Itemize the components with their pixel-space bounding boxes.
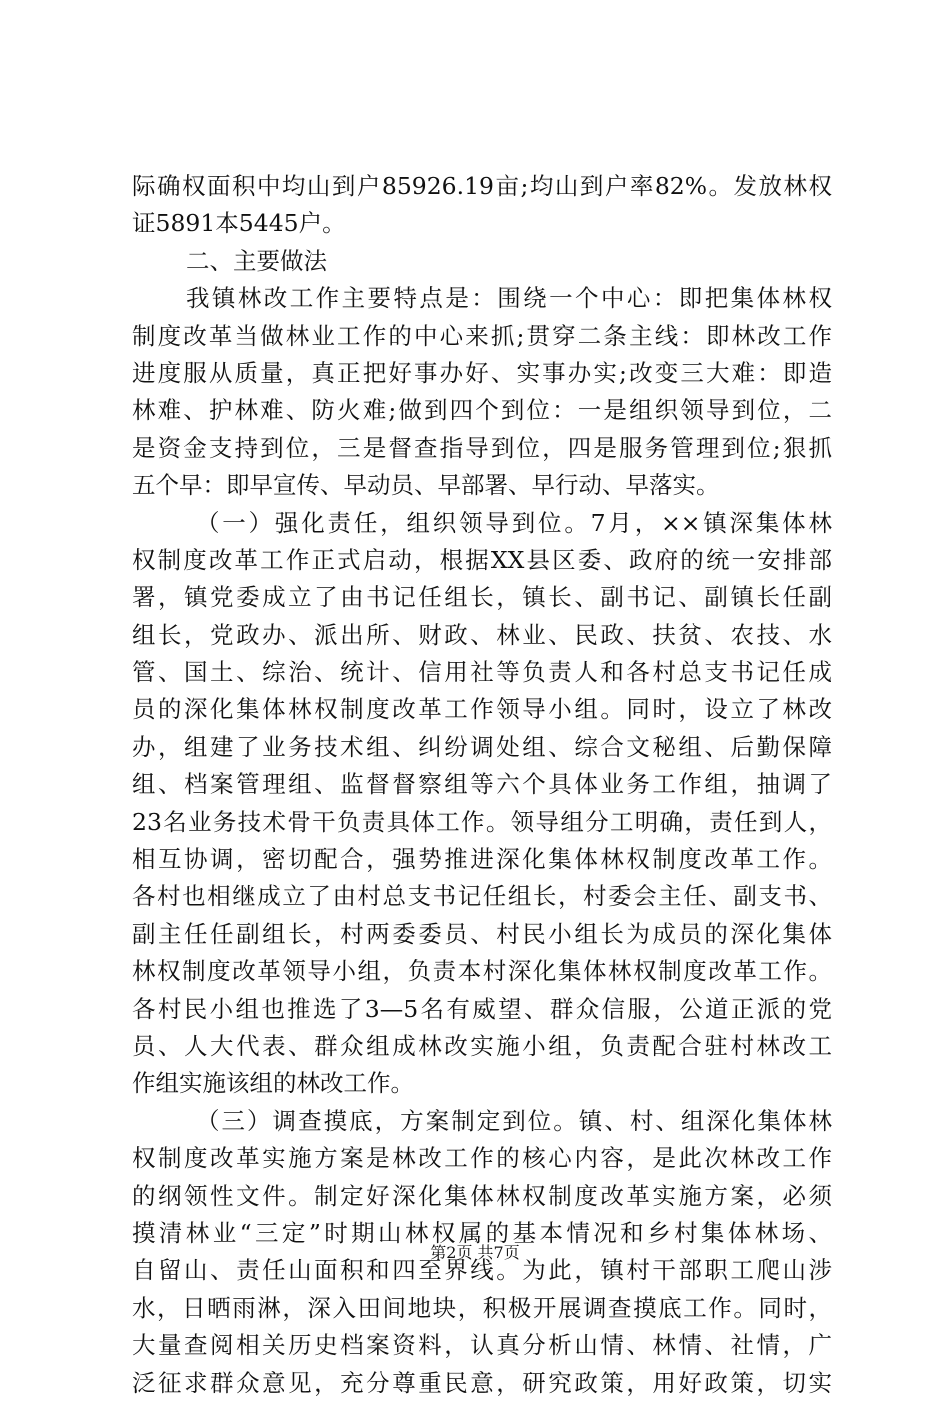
text-line: 际确权面积中均山到户85926.19亩;均山到户率82%。发放林权 — [132, 172, 832, 200]
text-line: 大量查阅相关历史档案资料，认真分析山情、林情、社情，广 — [132, 1331, 832, 1360]
page-number-footer: 第2页 共7页 — [430, 1243, 520, 1262]
text-line: 权制度改革实施方案是林改工作的核心内容，是此次林改工作 — [132, 1144, 832, 1173]
text-line: 泛征求群众意见，充分尊重民意，研究政策，用好政策，切实 — [132, 1368, 832, 1397]
section-heading: 二、主要做法 — [186, 246, 327, 275]
text-line: 各村民小组也推选了3—5名有威望、群众信服，公道正派的党 — [132, 994, 832, 1023]
subsection-heading-line: （一）强化责任，组织领导到位。7月，××镇深集体林 — [196, 508, 832, 537]
text-line: 摸清林业“三定”时期山林权属的基本情况和乡村集体林场、 — [132, 1218, 832, 1247]
text-line: 副主任任副组长，村两委委员、村民小组长为成员的深化集体 — [132, 919, 832, 948]
text-line: 管、国土、综治、统计、信用社等负责人和各村总支书记任成 — [132, 658, 832, 687]
subsection-heading-line: （三）调查摸底，方案制定到位。镇、村、组深化集体林 — [196, 1106, 832, 1135]
text-line: 组、档案管理组、监督督察组等六个具体业务工作组，抽调了 — [132, 770, 832, 799]
text-line: 五个早：即早宣传、早动员、早部署、早行动、早落实。 — [132, 471, 720, 500]
text-line: 林权制度改革领导小组，负责本村深化集体林权制度改革工作。 — [132, 957, 832, 986]
text-line: 我镇林改工作主要特点是：围绕一个中心：即把集体林权 — [186, 284, 832, 313]
text-line: 办，组建了业务技术组、纠纷调处组、综合文秘组、后勤保障 — [132, 732, 832, 761]
text-line: 进度服从质量，真正把好事办好、实事办实;改变三大难：即造 — [132, 358, 832, 387]
text-line: 自留山、责任山面积和四至界线。为此，镇村干部职工爬山涉 — [132, 1256, 832, 1285]
text-line: 证5891本5445户。 — [132, 209, 346, 238]
document-body — [132, 168, 832, 1402]
text-line: 员的深化集体林权制度改革工作领导小组。同时，设立了林改 — [132, 695, 832, 724]
text-line: 署，镇党委成立了由书记任组长，镇长、副书记、副镇长任副 — [132, 583, 832, 612]
text-line: 员、人大代表、群众组成林改实施小组，负责配合驻村林改工 — [132, 1031, 832, 1060]
text-line: 是资金支持到位，三是督查指导到位，四是服务管理到位;狠抓 — [132, 433, 832, 462]
text-line: 的纲领性文件。制定好深化集体林权制度改革实施方案，必须 — [132, 1181, 832, 1210]
text-line: 23名业务技术骨干负责具体工作。领导组分工明确，责任到人， — [132, 807, 832, 836]
text-line: 林难、护林难、防火难;做到四个到位：一是组织领导到位，二 — [132, 396, 832, 425]
text-line: 各村也相继成立了由村总支书记任组长，村委会主任、副支书、 — [132, 882, 832, 911]
text-line: 水，日晒雨淋，深入田间地块，积极开展调查摸底工作。同时， — [132, 1293, 832, 1322]
text-line: 相互协调，密切配合，强势推进深化集体林权制度改革工作。 — [132, 845, 832, 874]
text-line: 权制度改革工作正式启动，根据XX县区委、政府的统一安排部 — [132, 545, 832, 574]
text-line: 制度改革当做林业工作的中心来抓;贯穿二条主线：即林改工作 — [132, 321, 832, 350]
text-line: 作组实施该组的林改工作。 — [132, 1069, 414, 1098]
text-line: 组长，党政办、派出所、财政、林业、民政、扶贫、农技、水 — [132, 620, 832, 649]
